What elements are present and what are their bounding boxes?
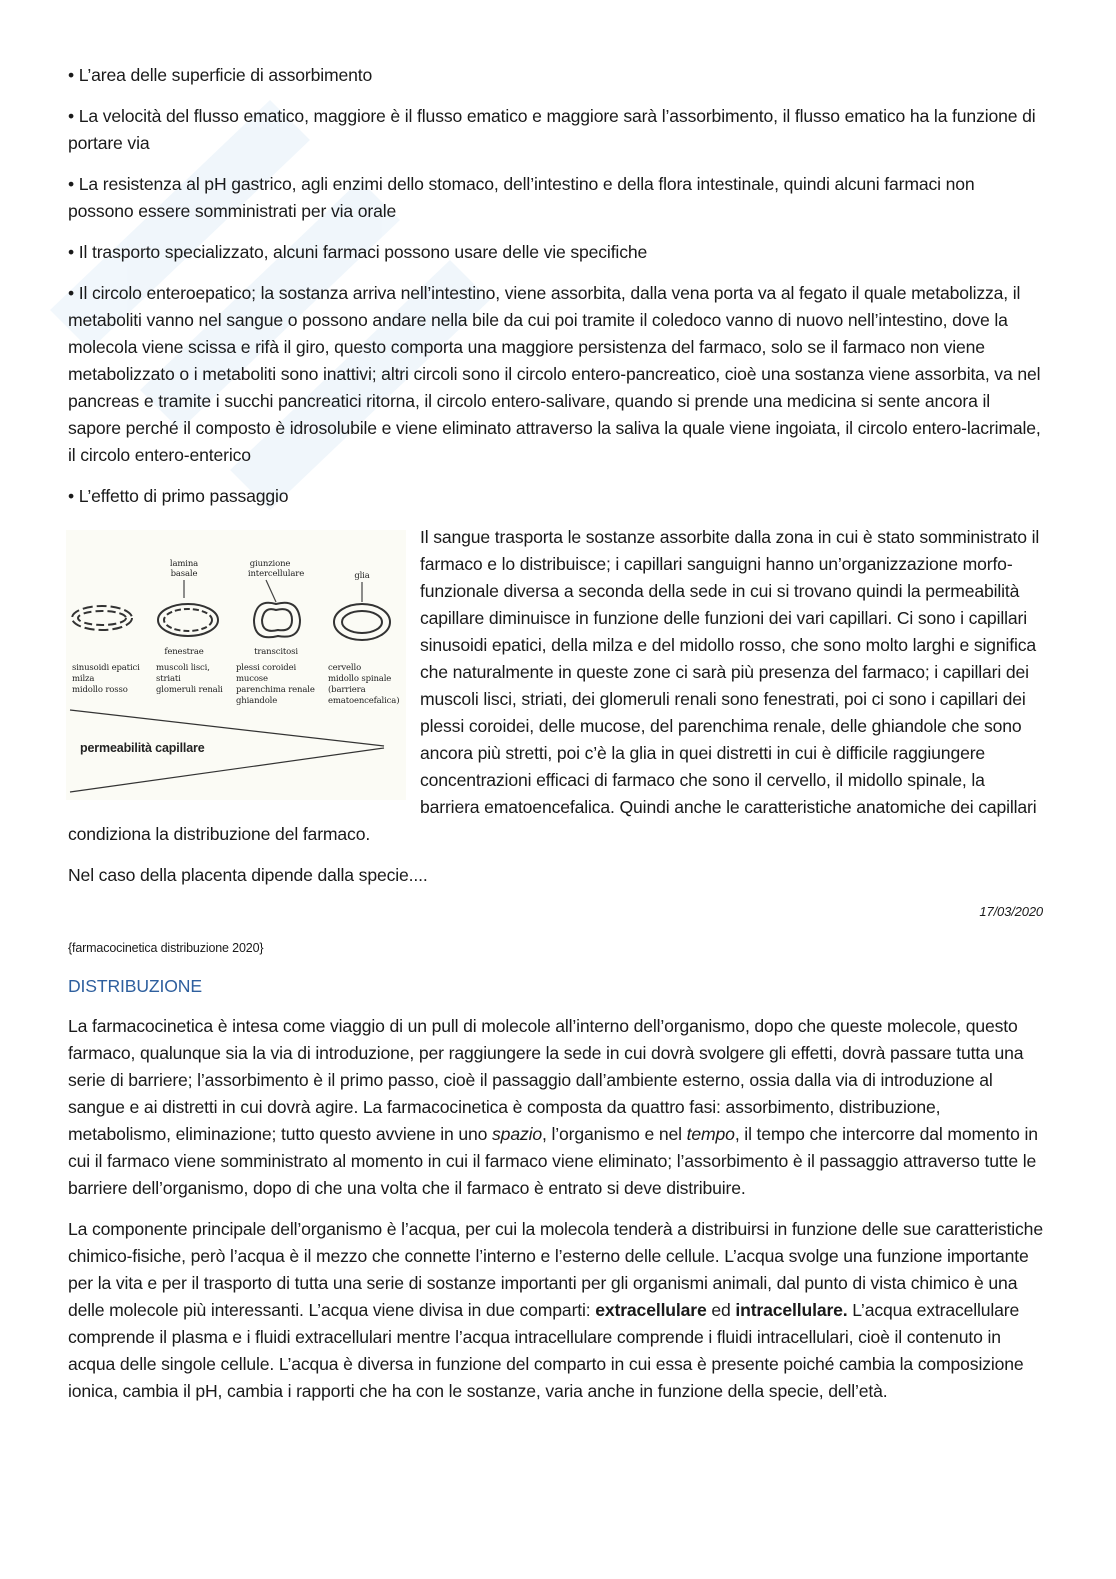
label-transcitosi: transcitosi	[254, 647, 298, 657]
capillary-permeability-figure	[66, 530, 406, 800]
capillary-diagram	[66, 530, 406, 800]
section-tag: {farmacocinetica distribuzione 2020}	[68, 941, 264, 955]
bullet-area-superficie: • L’area delle superficie di assorbimento	[68, 65, 373, 85]
section-heading: DISTRIBUZIONE	[68, 976, 202, 996]
acqua-paragraph: La componente principale dell’organismo è l’acqua, per cui la molecola tenderà a distribuirsi in funzione delle sue caratteristiche chimico-fisiche, però l’acqua è il mezzo che connette l’interno e l’esterno delle cellule. L’acqua svolge una funzione importante per la vita e per il trasporto di tutta una serie di sostanze importanti per gli organismi animali, dal punto di vista chimico è una delle molecole più interessanti. L’acqua viene divisa in due comparti: extracellulare ed intracellulare. L’acqua extracellulare comprende il plasma e i fluidi extracellulari mentre l’acqua intracellulare comprende i fluidi intracellulari, cioè il contenuto in acqua delle singole cellule. L’acqua è diversa in funzione del comparto in cui essa è presente poiché cambia la composizione ionica, cambia il pH, cambia i rapporti che ha con le sostanze, varia anche in funzione della specie, dell’età.	[68, 1219, 1043, 1401]
document-page	[68, 62, 1043, 1419]
lecture-date: 17/03/2020	[979, 904, 1043, 919]
tempo-term: tempo	[686, 1124, 735, 1144]
bullet-trasporto-specializzato: • Il trasporto specializzato, alcuni farmaci possono usare delle vie specifiche	[68, 242, 648, 262]
label-muscoli: muscoli lisci, striati glomeruli renali	[156, 663, 223, 695]
label-glia: glia	[354, 571, 370, 581]
figure-caption: permeabilità capillare	[80, 741, 205, 755]
bullet-resistenza-ph: • La resistenza al pH gastrico, agli enzimi dello stomaco, dell’intestino e della flora intestinale, quindi alcuni farmaci non possono essere somministrati per via orale	[68, 174, 975, 221]
capillari-paragraph: Il sangue trasporta le sostanze assorbite dalla zona in cui è stato somministrato il farmaco e lo distribuisce; i capillari sanguigni hanno un’organizzazione morfo-funzionale diversa a seconda della sede in cui si trovano quindi la permeabilità capillare diminuisce in funzione delle funzioni dei vari capillari. Ci sono i capillari sinusoidi epatici, della milza e del midollo rosso, che sono molto larghi e significa che naturalmente in queste zone ci sarà più presenza del farmaco; i capillari dei muscoli lisci, striati, dei glomeruli renali sono fenestrati, poi ci sono i capillari dei plessi coroidei, delle mucose, del parenchima renale, delle ghiandole che sono ancora più stretti, poi c’è la glia in quei distretti in cui è difficile raggiungere concentrazioni efficaci di farmaco che sono il cervello, il midollo spinale, la barriera ematoencefalica. Quindi anche le caratteristiche anatomiche dei capillari condiziona la distribuzione del farmaco.	[68, 527, 1040, 844]
label-giunzione: giunzione	[249, 559, 291, 569]
bullet-flusso-ematico: • La velocità del flusso ematico, maggiore è il flusso ematico e maggiore sarà l’assorbimento, il flusso ematico ha la funzione di portare via	[68, 106, 1036, 153]
spazio-term: spazio	[492, 1124, 542, 1144]
extracellulare-term: extracellulare	[595, 1300, 707, 1320]
label-plessi: plessi coroidei mucose parenchima renale ghiandole	[236, 663, 315, 706]
svg-text:basale: basale	[170, 569, 198, 579]
intracellulare-term: intracellulare.	[735, 1300, 848, 1320]
label-fenestrae: fenestrae	[164, 647, 204, 657]
label-lamina-basale: lamina	[169, 559, 199, 569]
svg-text:intercellulare: intercellulare	[247, 569, 305, 579]
label-cervello: cervello midollo spinale (barriera ematoencefalica)	[328, 663, 400, 706]
placenta-paragraph: Nel caso della placenta dipende dalla specie....	[68, 865, 428, 885]
bullet-circolo-enteroepatico: • Il circolo enteroepatico; la sostanza arriva nell’intestino, viene assorbita, dalla vena porta va al fegato il quale metabolizza, il metaboliti vanno nel sangue o possono andare nella bile da cui poi tramite il coledoco vanno di nuovo nell’intestino, dove la molecola viene scissa e rifà il giro, questo comporta una maggiore persistenza del farmaco, solo se il farmaco non viene metabolizzato o i metaboliti sono inattivi; altri circoli sono il circolo entero-pancreatico, cioè una sostanza viene assorbita, va nel pancreas e tramite i succhi pancreatici ritorna, il circolo entero-salivare, quando si prende una medicina si sente ancora il sapore perché il composto è idrosolubile e viene eliminato attraverso la saliva la quale viene ingoiata, il circolo entero-lacrimale, il circolo entero-enterico	[68, 283, 1041, 465]
farmacocinetica-paragraph: La farmacocinetica è intesa come viaggio di un pull di molecole all’interno dell’organismo, dopo che queste molecole, questo farmaco, qualunque sia la via di introduzione, per raggiungere la sede in cui dovrà svolgere gli effetti, dovrà passare tutta una serie di barriere; l’assorbimento è il primo passo, cioè il passaggio dall’ambiente esterno, ossia dalla via di introduzione al sangue e ai distretti in cui dovrà agire. La farmacocinetica è composta da quattro fasi: assorbimento, distribuzione, metabolismo, eliminazione; tutto questo avviene in uno spazio, l’organismo e nel tempo, il tempo che intercorre dal momento in cui il farmaco viene somministrato al momento in cui il farmaco viene eliminato; l’assorbimento è il passaggio attraverso tutte le barriere dell’organismo, dopo di che una volta che il farmaco è entrato si deve distribuire.	[68, 1016, 1038, 1198]
label-sinusoidi: sinusoidi epatici milza midollo rosso	[72, 663, 140, 695]
bullet-primo-passaggio: • L’effetto di primo passaggio	[68, 486, 289, 506]
